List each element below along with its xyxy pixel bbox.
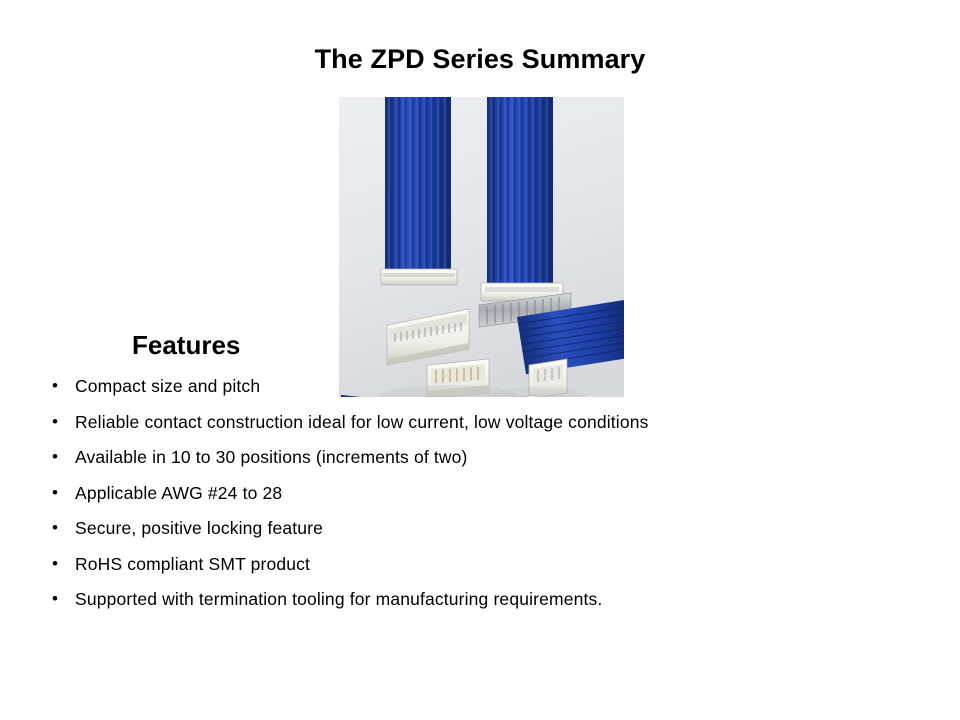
list-item [52,517,852,539]
list-item-label: Compact size and pitch [75,376,261,396]
list-item [52,553,852,575]
connector-photo-graphic [339,97,624,397]
features-heading: Features [132,330,241,360]
list-item-label: Reliable contact construction ideal for low current, low voltage conditions [75,411,649,432]
features-bullet-list [52,375,852,624]
bullet-marker-icon: • [52,589,58,608]
page-title: The ZPD Series Summary [314,44,646,74]
list-item-label: Applicable AWG #24 to 28 [75,482,283,503]
list-item-label: Available in 10 to 30 positions (increments of two) [75,447,468,467]
bullet-marker-icon: • [52,447,58,466]
list-item [52,411,852,433]
bullet-marker-icon: • [52,553,58,573]
list-item [52,446,852,468]
list-item [52,588,852,610]
list-item [52,482,852,504]
list-item-label: Secure, positive locking feature [75,518,323,538]
bullet-marker-icon: • [52,376,58,395]
list-item-label: RoHS compliant SMT product [75,553,311,574]
list-item [52,375,852,397]
bullet-marker-icon: • [52,482,58,502]
list-item-label: Supported with termination tooling for manufacturing requirements. [75,589,603,609]
zpd-series-connectors-photo [339,97,624,397]
bullet-marker-icon: • [52,411,58,431]
bullet-marker-icon: • [52,518,58,537]
